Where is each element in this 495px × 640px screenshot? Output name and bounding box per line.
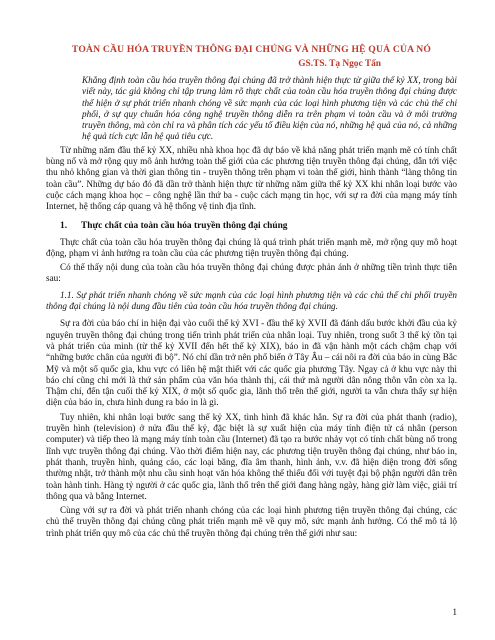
author-name: GS.TS. Tạ Ngọc Tấn bbox=[298, 59, 381, 69]
body-paragraph: Cùng với sự ra đời và phát triển nhanh chóng của các loại hình phương tiện truyền thông đại chúng, các chủ thể truyền thông đại chúng cũng phát triển mạnh mẽ về quy mô, sức mạnh ảnh hưởng. Có thể mô tả lộ trình phát triển quy mô của các chủ thể truyền thông đại chúng trên thế giới như sau: bbox=[46, 505, 457, 538]
body-paragraph: Có thể thấy nội dung của toàn cầu hóa truyền thông đại chúng được phản ánh ở những tiền trình thực tiễn sau: bbox=[46, 262, 457, 284]
intro-paragraph: Từ những năm đầu thế kỷ XX, nhiều nhà khoa học đã dự báo về khả năng phát triển mạnh mẽ có tính chất bùng nổ và mở rộng quy mô ảnh hưởng toàn thế giới của các phương tiện truyền thông đại chúng, dẫn tới việc thu nhỏ không gian và thời gian thông tin - truyền thông trên phạm vi toàn thế giới, hình thành “làng thông tin toàn cầu”. Những dự báo đó đã dần trở thành hiện thực từ những năm giữa thế kỷ XX khi nhân loại bước vào cuộc cách mạng khoa học – công nghệ lần thứ ba - cuộc cách mạng tin học, với sự ra đời của mạng máy tính Internet, hệ thống cáp quang và hệ thống vệ tinh địa tĩnh. bbox=[46, 144, 457, 212]
body-paragraph: Tuy nhiên, khi nhân loại bước sang thế kỷ XX, tình hình đã khác hẳn. Sự ra đời của phát thanh (radio), truyền hình (television) ở nửa đầu thế kỷ, đặc biệt là sự xuất hiện của máy tính điện tử cá nhân (person computer) và tiếp theo là mạng máy tính toàn cầu (Internet) đã tạo ra bước nhảy vọt có tính chất bùng nổ trong lĩnh vực truyền thông đại chúng. Vào thời điểm hiện nay, các phương tiện truyền thông đại chúng, như báo in, phát thanh, truyền hình, quảng cáo, các loại băng, đĩa âm thanh, hình ảnh, v.v. đã hiện diện trong đời sống thường nhật, trở thành một nhu cầu sinh hoạt văn hóa không thể thiếu đối với tuyệt đại bộ phận người dân trên toàn hành tinh. Hàng tỷ người ở các quốc gia, lãnh thổ trên thế giới đang hàng ngày, hàng giờ làm việc, giải trí thông qua và bằng Internet. bbox=[46, 411, 457, 501]
section-number: 1. bbox=[60, 220, 68, 231]
page-title: TOÀN CẦU HÓA TRUYỀN THÔNG ĐẠI CHÚNG VÀ NHỮNG HỆ QUẢ CỦA NÓ bbox=[71, 44, 432, 55]
abstract: Khẳng định toàn cầu hóa truyền thông đại chúng đã trở thành hiện thực từ giữa thế kỷ XX, trong bài viết này, tác giả không chỉ tập trung làm rõ thực chất của toàn cầu hóa truyền thông đại chúng được thể hiện ở sự phát triển nhanh chóng về sức mạnh của các loại hình phương tiện và các chủ thể chi phối, ở sự quy chuẩn hóa công nghệ truyền thông diễn ra trên phạm vi toàn cầu và ở môi trường truyền thông, mà còn chỉ ra và phân tích các yếu tố điều kiện của nó, những hệ quả của nó, cả những hệ quả tích cực lẫn hệ quả tiêu cực. bbox=[82, 75, 457, 142]
page-number: 1 bbox=[452, 608, 457, 618]
subsection-heading: 1.1. Sự phát triển nhanh chóng về sức mạnh của các loại hình phương tiện và các chủ thể chi phối truyền thông đại chúng là nội dung đầu tiên của toàn cầu hóa truyền thông đại chúng. bbox=[46, 289, 457, 312]
body-paragraph: Thực chất của toàn cầu hóa truyền thông đại chúng là quá trình phát triển mạnh mẽ, mở rộng quy mô hoạt động, phạm vi ảnh hưởng ra toàn cầu của các phương tiện truyền thông đại chúng. bbox=[46, 236, 457, 258]
section-title: Thực chất của toàn cầu hóa truyền thông đại chúng bbox=[81, 220, 288, 231]
body-paragraph: Sự ra đời của báo chí in hiện đại vào cuối thế kỷ XVI - đầu thế kỷ XVII đã đánh dấu bước khởi đầu của kỷ nguyên truyền thông đại chúng trong tiến trình phát triển của nhân loại. Tuy nhiên, trong suốt 3 thế kỷ tồn tại và phát triển của mình (từ thế kỷ XVII đến hết thế kỷ XIX), báo in đã vận hành một cách chậm chạp với “những bước chân của người đi bộ”. Nó chỉ dần trở nên phổ biến ở Tây Âu – cái nôi ra đời của báo in cùng Bắc Mỹ và một số quốc gia, khu vực có liên hệ mật thiết với các quốc gia phương Tây. Ngay cả ở khu vực này thì báo chí cũng chỉ mới là thứ sản phẩm của văn hóa thành thị, cái thứ mà người dân nông thôn vẫn còn xa lạ. Thậm chí, đến tận cuối thế kỷ XIX, ở một số quốc gia, lãnh thổ trên thế giới, người ta vẫn chưa thấy sự hiện diện của báo in, chưa hình dung ra báo in là gì. bbox=[46, 318, 457, 408]
section-heading bbox=[60, 221, 457, 231]
